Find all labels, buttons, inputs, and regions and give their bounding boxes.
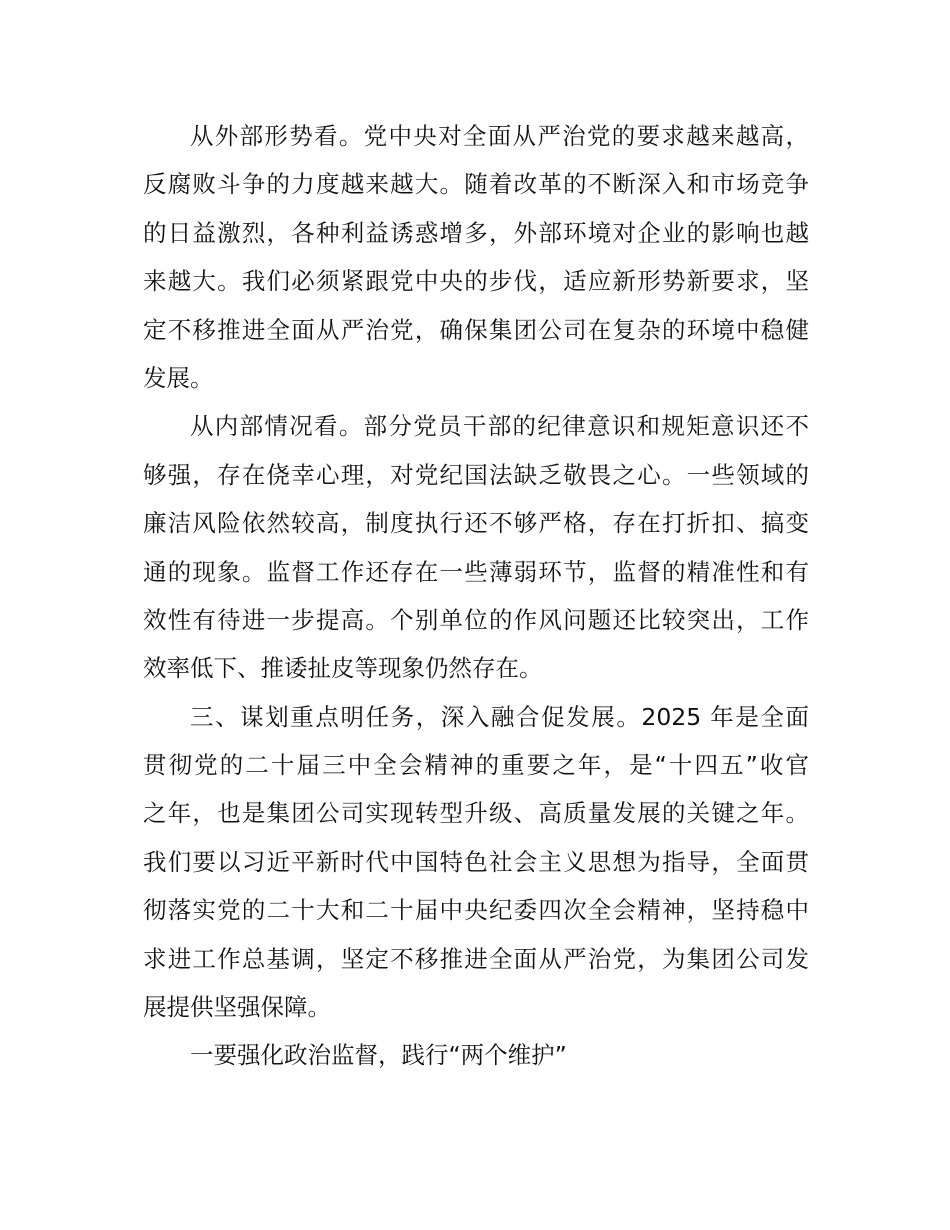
paragraph-section-three: [143, 693, 809, 1032]
text-line: 够强，存在侥幸心理，对党纪国法缺乏敬畏之心。一些领域的: [143, 460, 809, 489]
text-line: 之年，也是集团公司实现转型升级、高质量发展的关键之年。: [143, 799, 809, 828]
text-line: 廉洁风险依然较高，制度执行还不够严格，存在打折扣、搞变: [143, 509, 809, 538]
text-line: 展提供坚强保障。: [143, 993, 331, 1022]
text-line: 通的现象。监督工作还存在一些薄弱环节，监督的精准性和有: [143, 557, 809, 586]
paragraph-subheading: [143, 1031, 809, 1079]
text-line: 反腐败斗争的力度越来越大。随着改革的不断深入和市场竞争: [143, 170, 809, 199]
text-line: 三、谋划重点明任务，深入融合促发展。2025 年是全面: [190, 702, 809, 731]
text-line: 来越大。我们必须紧跟党中央的步伐，适应新形势新要求，坚: [143, 267, 809, 296]
subheading-line: 一要强化政治监督，践行“两个维护”: [190, 1041, 567, 1070]
text-line: 发展。: [143, 363, 214, 392]
paragraph-internal-situation: [143, 402, 809, 692]
text-line: 从外部形势看。党中央对全面从严治党的要求越来越高，: [190, 122, 809, 150]
document-body: [143, 112, 809, 1080]
text-line: 求进工作总基调，坚定不移推进全面从严治党，为集团公司发: [143, 944, 809, 973]
text-line: 彻落实党的二十大和二十届中央纪委四次全会精神，坚持稳中: [143, 896, 809, 925]
text-line: 贯彻党的二十届三中全会精神的重要之年，是“十四五”收官: [143, 751, 809, 780]
text-line: 效性有待进一步提高。个别单位的作风问题还比较突出，工作: [143, 605, 809, 634]
paragraph-external-situation: [143, 112, 809, 402]
text-line: 从内部情况看。部分党员干部的纪律意识和规矩意识还不: [190, 412, 809, 441]
text-line: 我们要以习近平新时代中国特色社会主义思想为指导，全面贯: [143, 847, 809, 876]
text-line: 的日益激烈，各种利益诱惑增多，外部环境对企业的影响也越: [143, 218, 809, 247]
text-line: 效率低下、推诿扯皮等现象仍然存在。: [143, 654, 543, 683]
text-line: 定不移推进全面从严治党，确保集团公司在复杂的环境中稳健: [143, 315, 809, 344]
